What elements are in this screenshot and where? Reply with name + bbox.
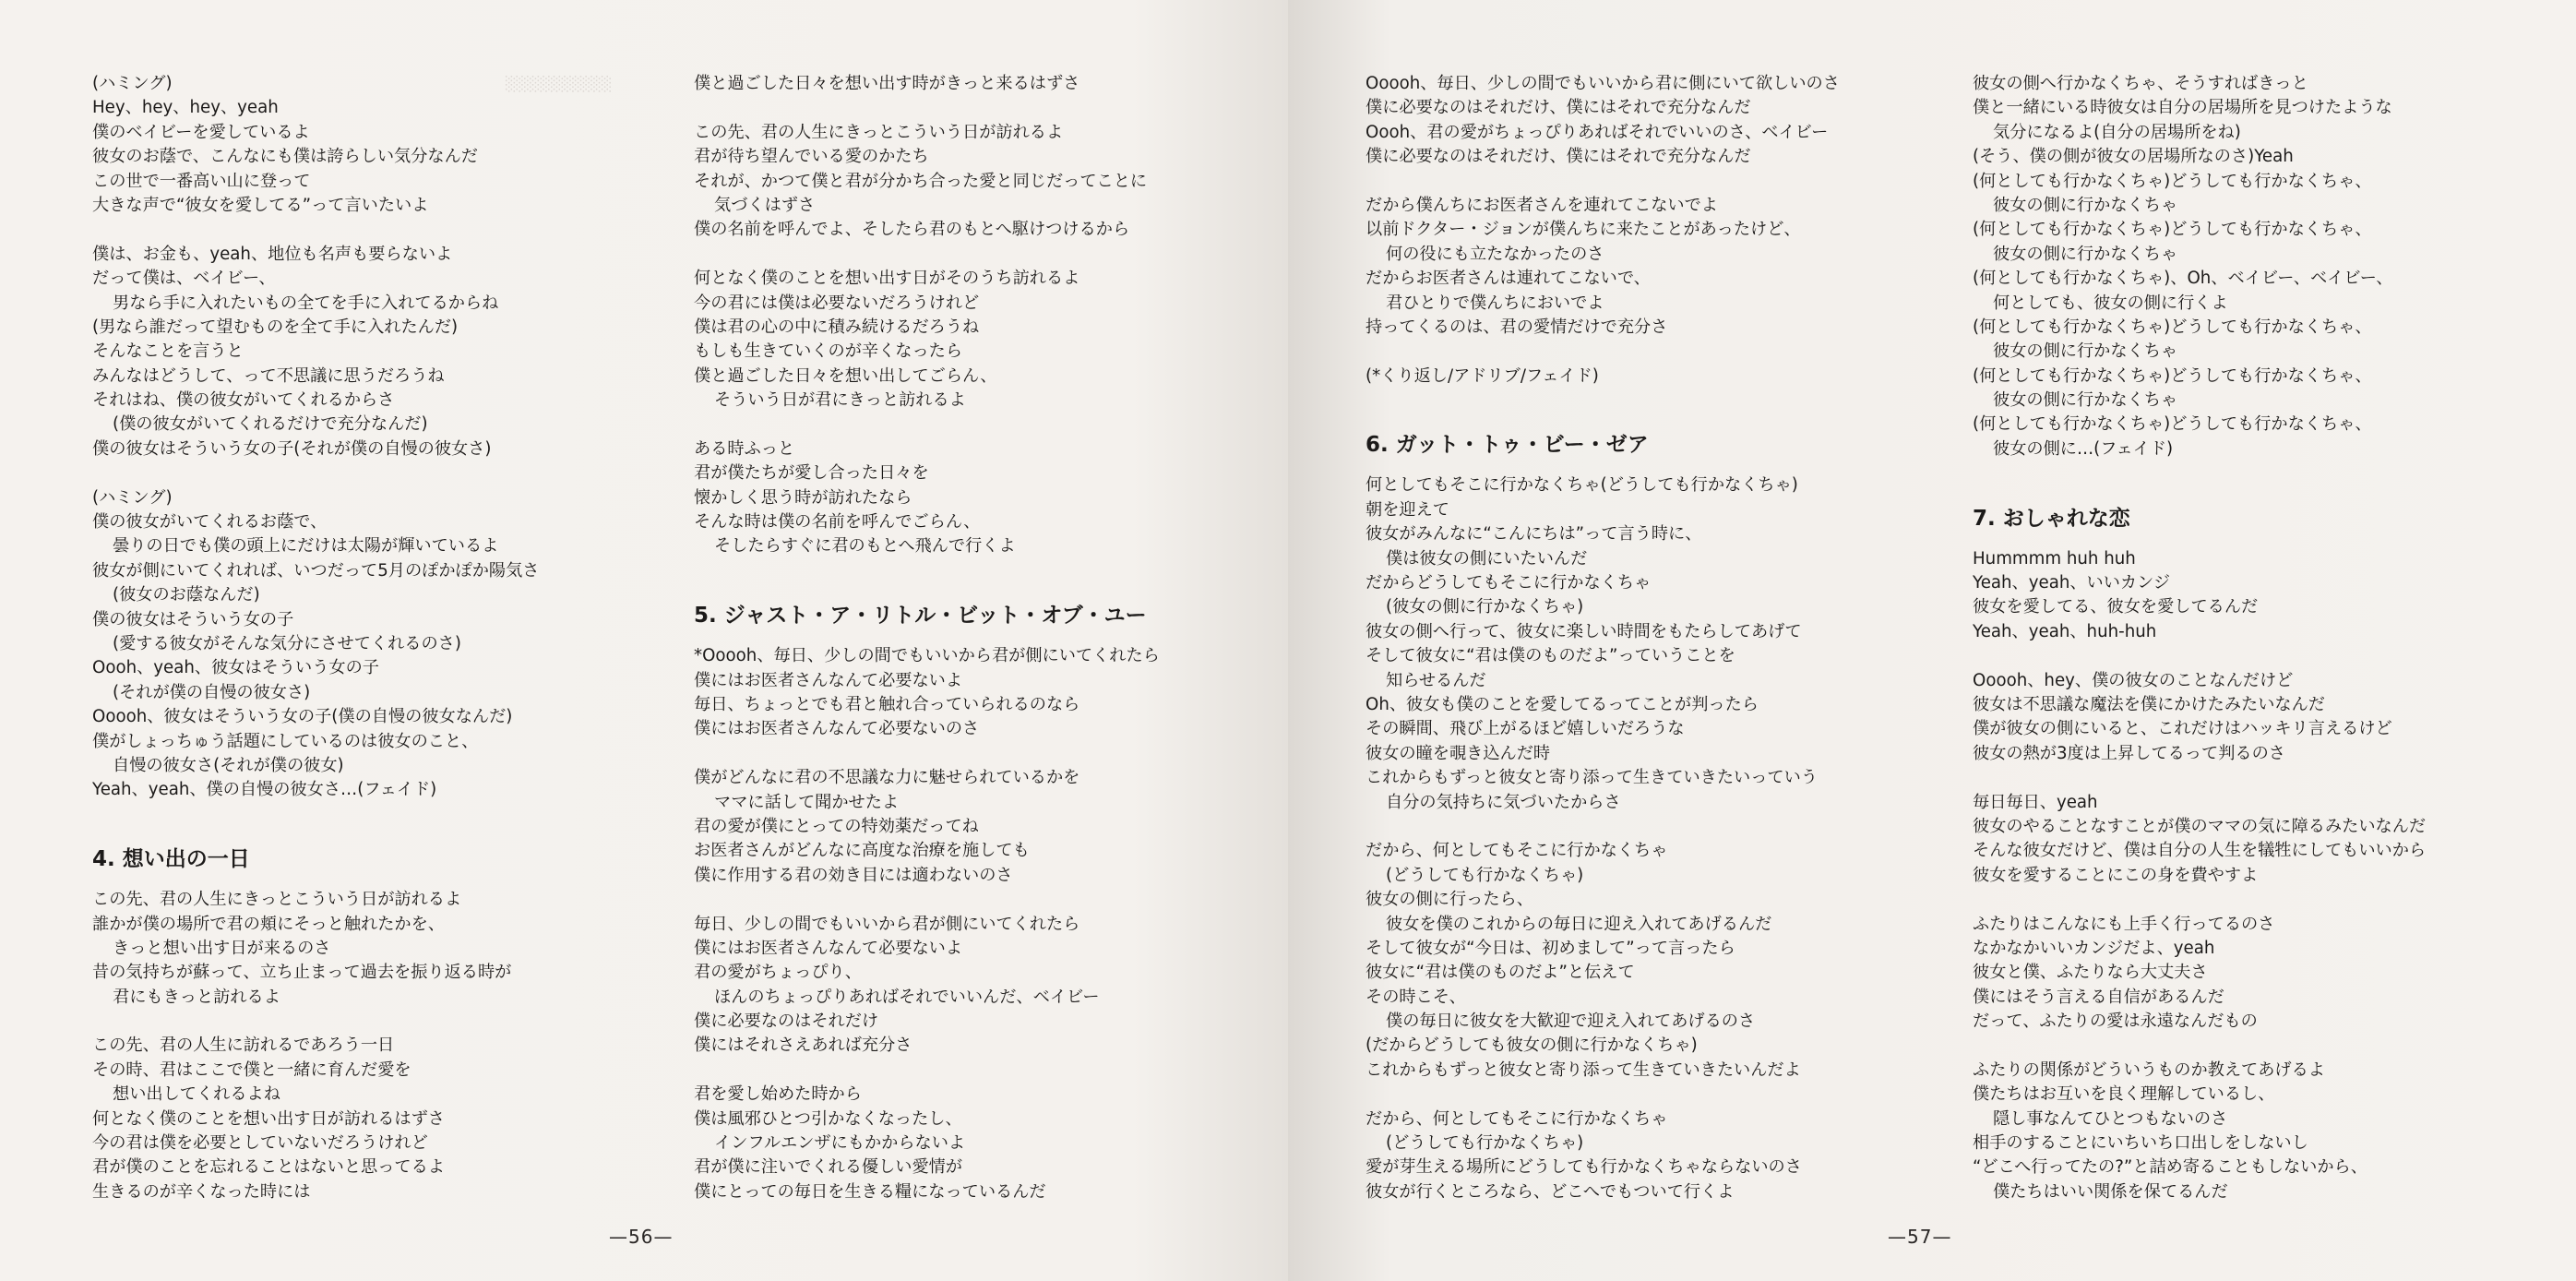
stanza-break	[1366, 340, 1956, 364]
stanza-break	[694, 413, 1284, 437]
page-57	[1288, 0, 2576, 1281]
lyric-line: 懐かしく思う時が訪れたなら	[694, 487, 912, 508]
lyric-line: Yeah、yeah、僕の自慢の彼女さ…(フェイド)	[92, 780, 437, 800]
stanza-break	[92, 218, 683, 242]
lyric-line: Oooh、君の愛がちょっぴりあればそれでいいのさ、ベイビー	[1366, 122, 1829, 142]
lyric-line: お医者さんがどんなに高度な治療を施しても	[694, 841, 1030, 861]
lyric-line: Ooooh、彼女はそういう女の子(僕の自慢の彼女なんだ)	[92, 707, 513, 727]
lyric-line: この世で一番高い山に登って	[92, 171, 311, 191]
stanza-break	[694, 243, 1284, 267]
lyric-line: その時こそ、	[1366, 987, 1466, 1007]
lyric-line: 僕が彼女の側にいると、これだけはハッキリ言えるけど	[1973, 719, 2392, 739]
lyric-line: (ハミング)	[92, 487, 173, 508]
lyric-line: *Ooooh、毎日、少しの間でもいいから君が側にいてくれたら	[694, 646, 1160, 666]
lyric-line: 気づくはずさ	[714, 195, 816, 215]
stanza-break	[1366, 1083, 1956, 1107]
lyric-line: 僕にはそれさえあれば充分さ	[694, 1036, 912, 1056]
lyric-line: きっと想い出す日が来るのさ	[113, 938, 331, 958]
stanza-break	[92, 803, 683, 827]
lyric-line: 僕は風邪ひとつ引かなくなったし、	[694, 1108, 962, 1129]
lyric-line: 想い出してくれるよね	[113, 1084, 280, 1105]
lyric-line: (何としても行かなくちゃ)どうしても行かなくちゃ、	[1973, 220, 2372, 240]
lyric-line: 僕にはそう言える自信があるんだ	[1973, 987, 2224, 1007]
stanza-break	[694, 559, 1284, 583]
lyric-line: その瞬間、飛び上がるほど嬉しいだろうな	[1366, 719, 1685, 739]
lyric-line: 君が僕のことを忘れることはないと思ってるよ	[92, 1157, 445, 1178]
lyric-line: 君が僕に注いでくれる優しい愛情が	[694, 1157, 963, 1178]
lyric-line: 僕がしょっちゅう話題にしているのは彼女のこと、	[92, 731, 479, 751]
lyric-line: 彼女の側に行かなくちゃ	[1993, 244, 2178, 264]
lyric-line: 彼女を愛してる、彼女を愛してるんだ	[1973, 597, 2259, 617]
lyric-line: Yeah、yeah、いいカンジ	[1973, 573, 2171, 593]
lyric-line: (どうしても行かなくちゃ)	[1386, 1133, 1584, 1154]
lyric-line: この先、君の人生にきっとこういう日が訪れるよ	[92, 890, 462, 910]
stanza-break	[1973, 644, 2563, 668]
lyric-line: 彼女を僕のこれからの毎日に迎え入れてあげるんだ	[1386, 914, 1772, 934]
lyric-line: もしも生きていくのが辛くなったら	[694, 341, 963, 362]
lyric-line: Hey、hey、hey、yeah	[92, 98, 279, 118]
stanza-break	[694, 96, 1284, 120]
lyric-line: 曇りの日でも僕の頭上にだけは太陽が輝いているよ	[113, 536, 499, 557]
lyric-line: 彼女の側へ行って、彼女に楽しい時間をもたらしてあげて	[1366, 621, 1802, 641]
lyric-line: 誰かが僕の場所で君の頬にそっと触れたかを、	[92, 914, 445, 934]
lyric-line: (僕の彼女がいてくれるだけで充分なんだ)	[113, 414, 428, 435]
lyric-line: 今の君には僕は必要ないだろうけれど	[694, 293, 980, 313]
lyric-line: 彼女に“君は僕のものだよ”と伝えて	[1366, 963, 1635, 983]
lyric-line: 君が待ち望んでいる愛のかたち	[694, 147, 929, 167]
lyric-line: 自分の気持ちに気づいたからさ	[1386, 792, 1621, 812]
lyric-line: これからもずっと彼女と寄り添って生きていきたいっていう	[1366, 768, 1818, 788]
lyric-line: そして彼女が“今日は、初めまして”って言ったら	[1366, 938, 1735, 958]
show-through-text: ░░░░░░░░░░	[506, 76, 613, 92]
lyric-line: 自慢の彼女さ(それが僕の彼女)	[113, 755, 344, 775]
stanza-break	[92, 461, 683, 485]
lyric-line: 彼女のやることなすことが僕のママの気に障るみたいなんだ	[1973, 816, 2427, 836]
lyric-line: だって僕は、ベイビー、	[92, 269, 276, 289]
lyric-line: 隠し事なんてひとつもないのさ	[1993, 1108, 2228, 1129]
lyric-line: 毎日、ちょっとでも君と触れ合っていられるのなら	[694, 694, 1080, 714]
lyric-line: 昔の気持ちが蘇って、立ち止まって過去を振り返る時が	[92, 963, 512, 983]
lyric-line: 何としても、彼女の側に行くよ	[1993, 293, 2228, 313]
lyric-line: 僕に必要なのはそれだけ、僕にはそれで充分なんだ	[1366, 147, 1751, 167]
lyrics-column-right	[694, 72, 1284, 1204]
lyric-line: 彼女の側に行かなくちゃ	[1993, 390, 2178, 411]
lyric-line: 僕は彼女の側にいたいんだ	[1386, 548, 1588, 569]
lyric-line: “どこへ行ってたの?”と詰め寄ることもしないから、	[1973, 1157, 2367, 1178]
song-title: 7. おしゃれな恋	[1973, 506, 2130, 531]
lyric-line: そういう日が君にきっと訪れるよ	[714, 390, 966, 411]
lyric-line: インフルエンザにもかからないよ	[714, 1133, 966, 1154]
lyric-line: 僕と一緒にいる時彼女は自分の居場所を見つけたような	[1973, 98, 2392, 118]
lyric-line: だって、ふたりの愛は永遠なんだもの	[1973, 1012, 2258, 1032]
stanza-break	[1366, 170, 1956, 194]
lyric-line: (何としても行かなくちゃ)どうしても行かなくちゃ、	[1973, 414, 2372, 435]
stanza-break	[694, 742, 1284, 766]
lyric-line: (何としても行かなくちゃ)どうしても行かなくちゃ、	[1973, 365, 2372, 386]
stanza-break	[694, 888, 1284, 912]
lyric-line: 僕たちはいい関係を保てるんだ	[1993, 1181, 2228, 1202]
lyric-line: 相手のすることにいちいち口出しをしないし	[1973, 1133, 2308, 1154]
lyric-line: (*くり返し/アドリブ/フェイド)	[1366, 365, 1599, 386]
lyric-line: (どうしても行かなくちゃ)	[1386, 865, 1584, 885]
lyric-line: 彼女を愛することにこの身を費やすよ	[1973, 865, 2259, 885]
lyric-line: 僕にとっての毎日を生きる糧になっているんだ	[694, 1181, 1046, 1202]
lyric-line: 知らせるんだ	[1386, 670, 1486, 690]
lyric-line: 僕の彼女はそういう女の子	[92, 609, 294, 629]
lyric-line: 彼女の側に行ったら、	[1366, 890, 1533, 910]
lyric-line: その時、君はここで僕と一緒に育んだ愛を	[92, 1060, 411, 1080]
lyric-line: (それが僕の自慢の彼女さ)	[113, 682, 311, 702]
lyric-line: 僕と過ごした日々を想い出す時がきっと来るはずさ	[694, 74, 1080, 93]
lyric-line: (何としても行かなくちゃ)どうしても行かなくちゃ、	[1973, 317, 2372, 337]
lyric-line: 僕にはお医者さんなんて必要ないよ	[694, 670, 963, 690]
lyric-line: だから僕んちにお医者さんを連れてこないでよ	[1366, 195, 1718, 215]
lyrics-column-left	[1366, 72, 1956, 1204]
lyric-line: ふたりはこんなにも上手く行ってるのさ	[1973, 914, 2275, 934]
stanza-break	[1366, 815, 1956, 839]
stanza-break	[1973, 461, 2563, 485]
lyric-line: これからもずっと彼女と寄り添って生きていきたいんだよ	[1366, 1060, 1801, 1080]
lyric-line: 毎日、少しの間でもいいから君が側にいてくれたら	[694, 914, 1080, 934]
lyric-line: (彼女の側に行かなくちゃ)	[1386, 597, 1584, 617]
lyric-line: 何としてもそこに行かなくちゃ(どうしても行かなくちゃ)	[1366, 475, 1798, 496]
lyric-line: (愛する彼女がそんな気分にさせてくれるのさ)	[113, 633, 461, 653]
lyric-line: 彼女と僕、ふたりなら大丈夫さ	[1973, 963, 2208, 983]
lyric-line: 今の君は僕を必要としていないだろうけれど	[92, 1133, 428, 1154]
lyric-line: Ooooh、hey、僕の彼女のことなんだけど	[1973, 670, 2294, 690]
lyric-line: Yeah、yeah、huh-huh	[1973, 621, 2157, 641]
lyric-line: 君にもきっと訪れるよ	[113, 987, 280, 1007]
lyric-line: 君の愛がちょっぴり、	[694, 963, 862, 983]
lyric-line: (ハミング)	[92, 74, 173, 93]
lyric-line: 君の愛が僕にとっての特効薬だってね	[694, 816, 979, 836]
lyric-line: 彼女の側に行かなくちゃ	[1993, 341, 2178, 362]
stanza-break	[1366, 389, 1956, 413]
lyric-line: Ooooh、毎日、少しの間でもいいから君に側にいて欲しいのさ	[1366, 74, 1840, 93]
lyric-line: ふたりの関係がどういうものか教えてあげるよ	[1973, 1060, 2325, 1080]
song-title: 5. ジャスト・ア・リトル・ビット・オブ・ユー	[694, 604, 1147, 629]
lyric-line: 君が僕たちが愛し合った日々を	[694, 463, 929, 484]
lyric-line: 僕の毎日に彼女を大歓迎で迎え入れてあげるのさ	[1386, 1012, 1756, 1032]
lyric-line: 彼女の側へ行かなくちゃ、そうすればきっと	[1973, 74, 2308, 93]
lyric-line: ほんのちょっぴりあればそれでいいんだ、ベイビー	[714, 987, 1100, 1007]
lyric-line: 気分になるよ(自分の居場所をね)	[1993, 122, 2241, 142]
lyric-line: そんな彼女だけど、僕は自分の人生を犠牲にしてもいいから	[1973, 841, 2427, 861]
lyric-line: ある時ふっと	[694, 438, 795, 459]
lyric-line: 男なら手に入れたいもの全てを手に入れてるからね	[113, 293, 499, 313]
lyric-line: この先、君の人生に訪れるであろう一日	[92, 1036, 395, 1056]
song-title: 6. ガット・トゥ・ビー・ゼア	[1366, 433, 1649, 458]
lyric-line: それが、かつて僕と君が分かち合った愛と同じだってことに	[694, 171, 1148, 191]
lyric-line: (男なら誰だって望むものを全て手に入れたんだ)	[92, 317, 459, 337]
lyrics-column-left	[92, 72, 683, 1204]
lyric-line: 生きるのが辛くなった時には	[92, 1181, 311, 1202]
lyric-line: そして彼女に“君は僕のものだよ”っていうことを	[1366, 646, 1735, 666]
stanza-break	[92, 1010, 683, 1034]
lyric-line: 僕たちはお互いを良く理解しているし、	[1973, 1084, 2275, 1105]
stanza-break	[1973, 888, 2563, 912]
lyric-line: (そう、僕の側が彼女の居場所なのさ)Yeah	[1973, 147, 2294, 167]
lyric-line: そんな時は僕の名前を呼んでごらん、	[694, 512, 981, 533]
lyric-line: 大きな声で“彼女を愛してる”って言いたいよ	[92, 195, 429, 215]
lyric-line: 彼女の瞳を覗き込んだ時	[1366, 743, 1551, 763]
page-number: —57—	[1888, 1226, 1952, 1248]
lyric-line: だから、何としてもそこに行かなくちゃ	[1366, 1108, 1668, 1129]
lyric-line: 持ってくるのは、君の愛情だけで充分さ	[1366, 317, 1668, 337]
page-number: —56—	[609, 1226, 674, 1248]
lyric-line: 彼女は不思議な魔法を僕にかけたみたいなんだ	[1973, 694, 2325, 714]
lyrics-column-right	[1973, 72, 2563, 1204]
lyric-line: そしたらすぐに君のもとへ飛んで行くよ	[714, 536, 1016, 557]
lyric-line: 彼女が側にいてくれれば、いつだって5月のぽかぽか陽気さ	[92, 560, 540, 581]
lyric-line: それはね、僕の彼女がいてくれるからさ	[92, 390, 395, 411]
lyric-line: 何となく僕のことを想い出す日がそのうち訪れるよ	[694, 269, 1080, 289]
stanza-break	[694, 1059, 1284, 1083]
song-title: 4. 想い出の一日	[92, 847, 250, 872]
lyric-line: 僕の彼女がいてくれるお蔭で、	[92, 512, 328, 533]
lyric-line: 彼女が行くところなら、どこへでもついて行くよ	[1366, 1181, 1735, 1202]
lyric-line: なかなかいいカンジだよ、yeah	[1973, 938, 2215, 958]
lyric-line: 僕にはお医者さんなんて必要ないのさ	[694, 719, 980, 739]
lyric-line: そんなことを言うと	[92, 341, 244, 362]
lyric-line: みんなはどうして、って不思議に思うだろうね	[92, 365, 445, 386]
lyric-line: 彼女の側に…(フェイド)	[1993, 438, 2174, 459]
lyric-line: 毎日毎日、yeah	[1973, 792, 2098, 812]
lyric-line: 彼女のお蔭で、こんなにも僕は誇らしい気分なんだ	[92, 147, 478, 167]
lyric-line: (何としても行かなくちゃ)、Oh、ベイビー、ベイビー、	[1973, 269, 2393, 289]
lyric-line: 何の役にも立たなかったのさ	[1386, 244, 1604, 264]
lyric-line: 朝を迎えて	[1366, 499, 1449, 520]
lyric-line: だからどうしてもそこに行かなくちゃ	[1366, 573, 1652, 593]
stanza-break	[1973, 766, 2563, 790]
lyric-line: Hummmm huh huh	[1973, 548, 2136, 569]
lyric-line: 何となく僕のことを想い出す日が訪れるはずさ	[92, 1108, 445, 1129]
lyric-line: ママに話して聞かせたよ	[714, 792, 900, 812]
lyric-line: Oh、彼女も僕のことを愛してるってことが判ったら	[1366, 694, 1759, 714]
lyric-line: 僕と過ごした日々を想い出してごらん、	[694, 365, 997, 386]
lyric-line: 僕の彼女はそういう女の子(それが僕の自慢の彼女さ)	[92, 438, 492, 459]
lyric-line: だからお医者さんは連れてこないで、	[1366, 269, 1651, 289]
lyric-line: だから、何としてもそこに行かなくちゃ	[1366, 841, 1668, 861]
lyric-line: 僕は、お金も、yeah、地位も名声も要らないよ	[92, 244, 453, 264]
lyric-line: この先、君の人生にきっとこういう日が訪れるよ	[694, 122, 1064, 142]
lyric-line: 以前ドクター・ジョンが僕んちに来たことがあったけど、	[1366, 220, 1801, 240]
lyric-line: 君を愛し始めた時から	[694, 1084, 862, 1105]
lyric-line: 僕は君の心の中に積み続けるだろうね	[694, 317, 980, 337]
lyric-line: 君ひとりで僕んちにおいでよ	[1386, 293, 1604, 313]
lyric-line: 僕にはお医者さんなんて必要ないよ	[694, 938, 963, 958]
lyric-line: Oooh、yeah、彼女はそういう女の子	[92, 658, 379, 678]
lyric-line: (だからどうしても彼女の側に行かなくちゃ)	[1366, 1036, 1698, 1056]
lyric-line: 僕に必要なのはそれだけ、僕にはそれで充分なんだ	[1366, 98, 1751, 118]
lyric-line: (彼女のお蔭なんだ)	[113, 585, 260, 605]
lyric-line: 僕がどんなに君の不思議な力に魅せられているかを	[694, 768, 1080, 788]
lyric-line: 僕に作用する君の効き目には適わないのさ	[694, 865, 1013, 885]
lyric-line: 彼女の側に行かなくちゃ	[1993, 195, 2178, 215]
lyric-line: 彼女の熱が3度は上昇してるって判るのさ	[1973, 743, 2285, 763]
lyric-line: 僕の名前を呼んでよ、そしたら君のもとへ駆けつけるから	[694, 220, 1130, 240]
lyric-line: 愛が芽生える場所にどうしても行かなくちゃならないのさ	[1366, 1157, 1802, 1178]
lyric-line: 僕に必要なのはそれだけ	[694, 1012, 879, 1032]
stanza-break	[1973, 1034, 2563, 1058]
lyric-line: (何としても行かなくちゃ)どうしても行かなくちゃ、	[1973, 171, 2372, 191]
lyric-line: 僕のベイビーを愛しているよ	[92, 122, 310, 142]
lyric-line: 彼女がみんなに“こんにちは”って言う時に、	[1366, 524, 1702, 545]
